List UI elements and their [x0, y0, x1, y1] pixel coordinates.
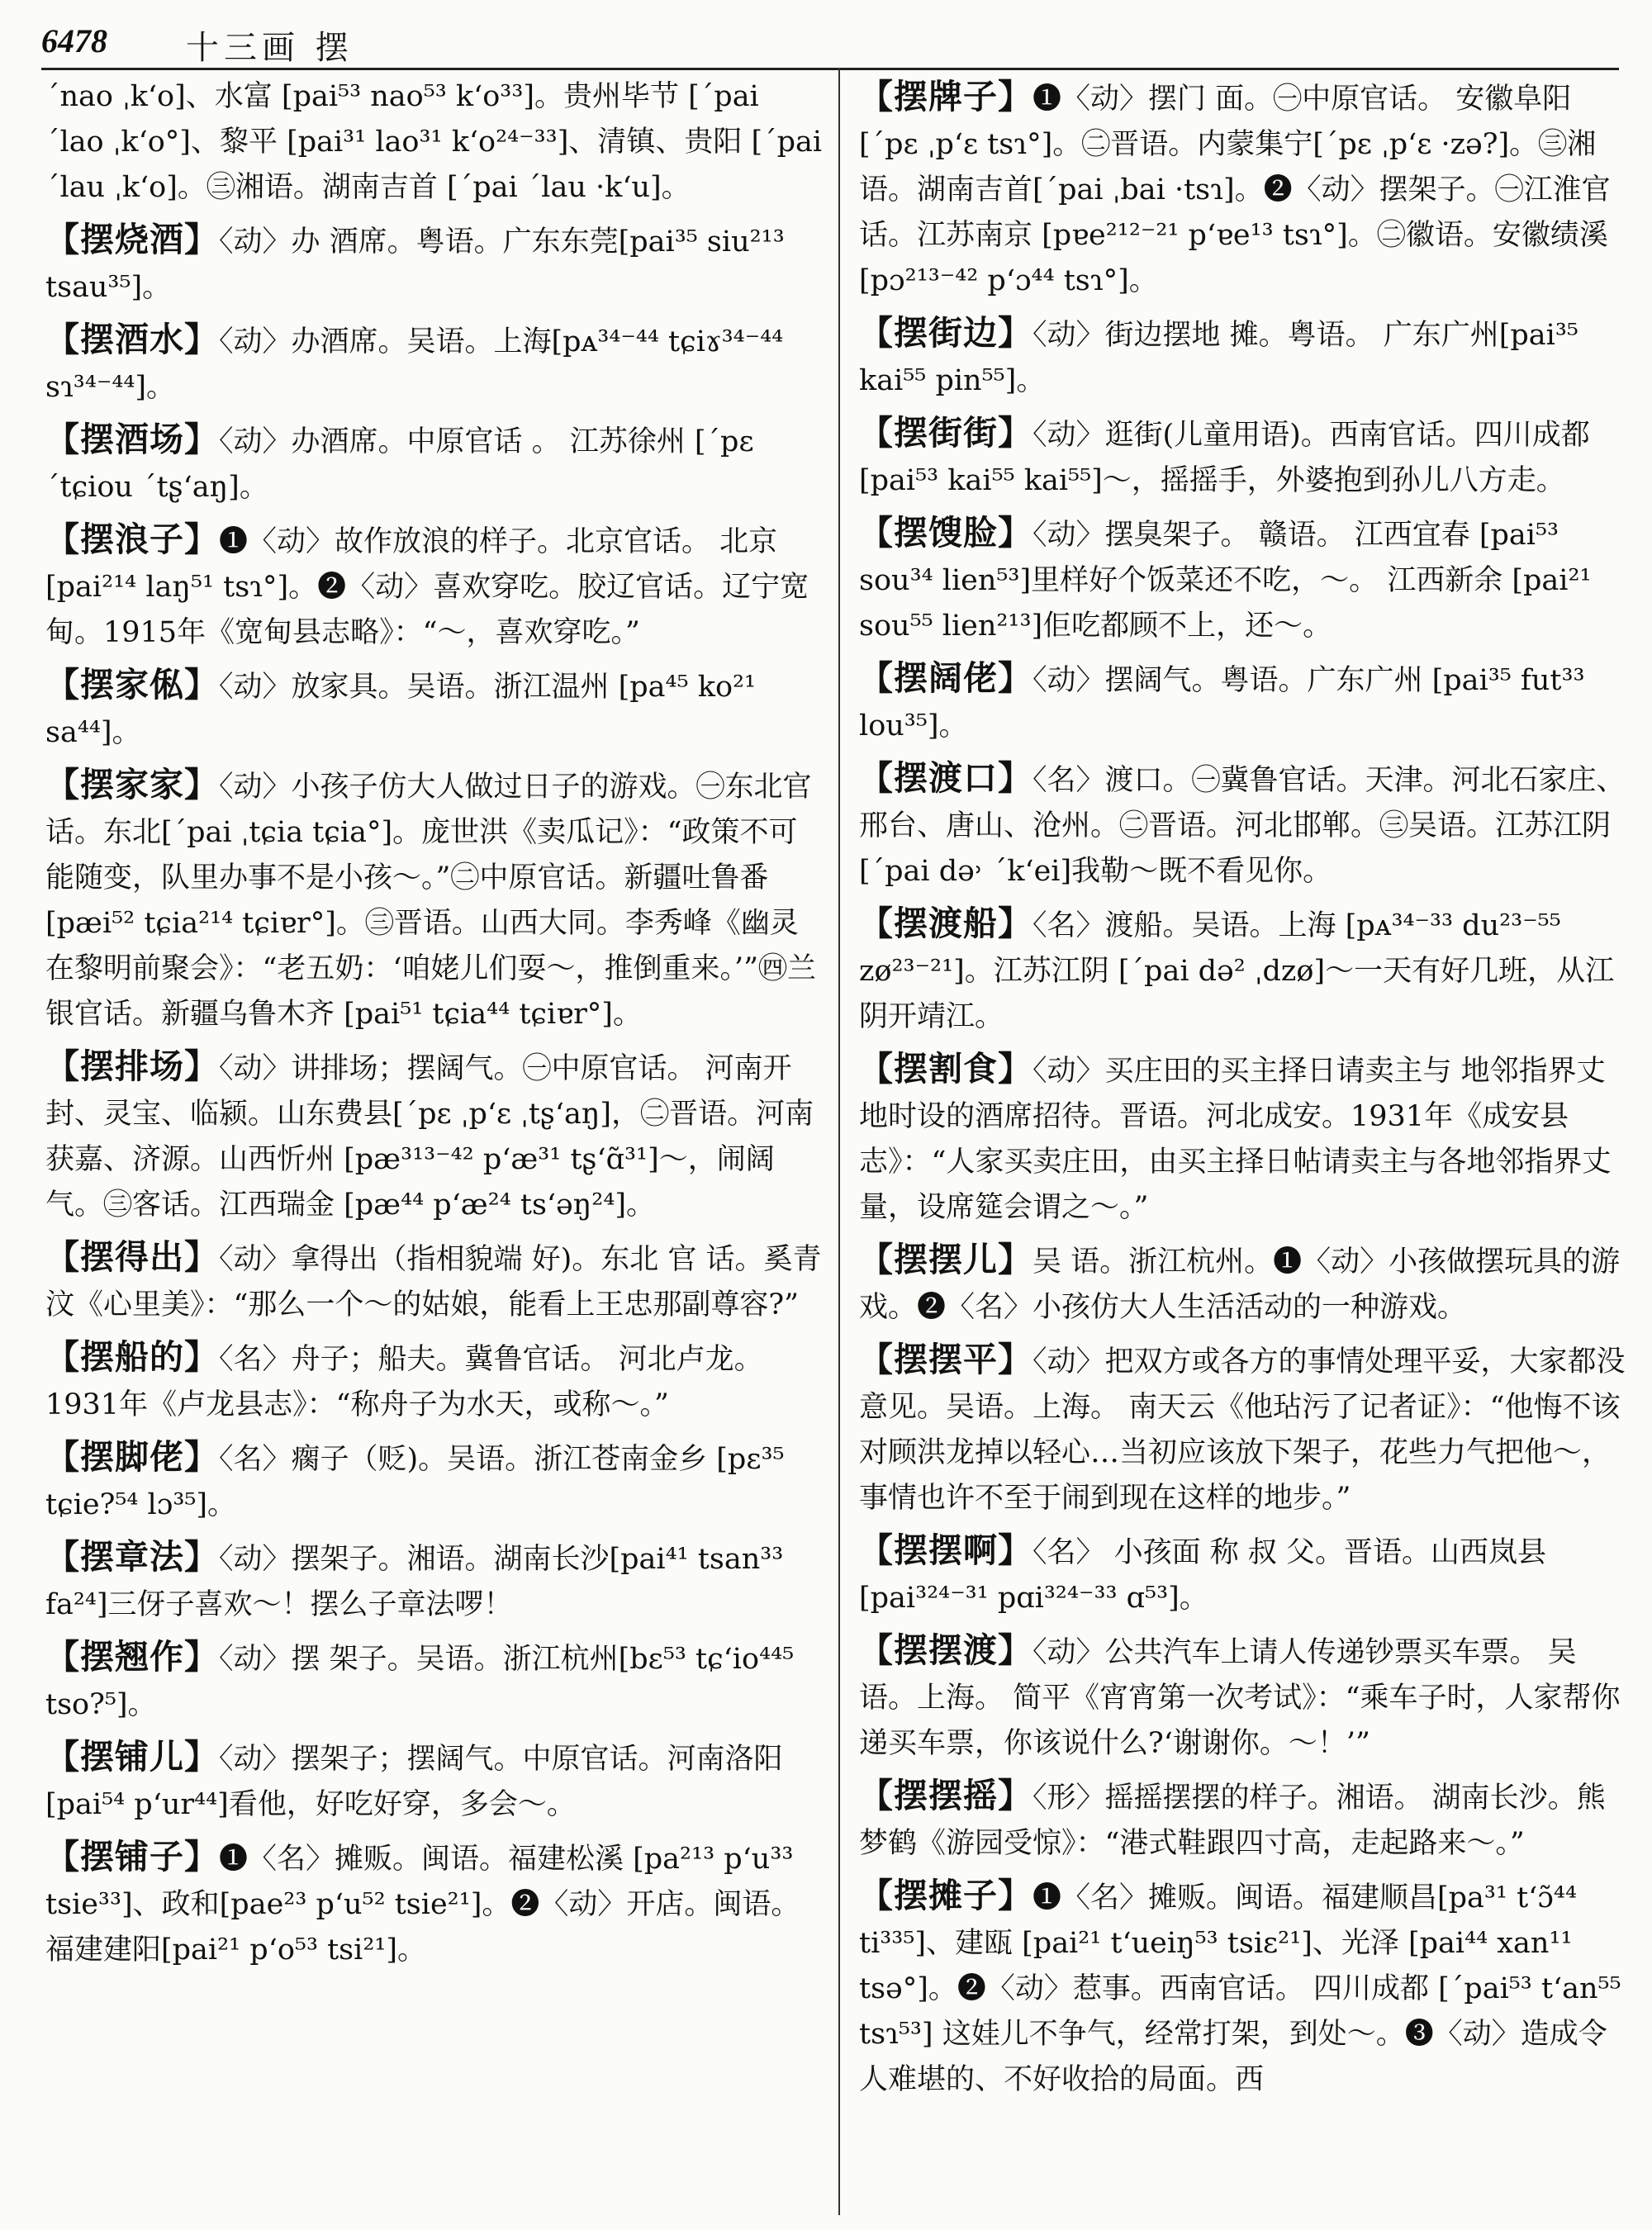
entry-definition: 〈名〉渡船。吴语。上海 [pᴀ³⁴⁻³³ du²³⁻⁵⁵ zø²³⁻²¹]。江苏江阴 [ˊpai də² ˌdzø]～一天有好几班，从江阴开靖江。: [859, 909, 1615, 1033]
entry-headword: 【 摆摆啊 】: [859, 1530, 1032, 1570]
dictionary-entry: [859, 901, 1627, 1040]
entry-headword: 【 摆排场 】: [45, 1046, 219, 1086]
continuation-text: ˊnao ˌk‘o]、水富 [pai⁵³ nao⁵³ k‘o³³]。贵州毕节 [ˊpai ˊlao ˌk‘o°]、黎平 [pai³¹ lao³¹ k‘o²⁴⁻³³]、清镇、贵阳 [ˊpai ˊlau ˌk‘o]。㊂湘语。湖南吉首 [ˊpai ˊlau ·k‘u]。: [45, 80, 823, 204]
entry-headword: 【 摆铺儿 】: [45, 1737, 219, 1777]
dictionary-entry: [859, 1046, 1627, 1231]
right-column: [859, 74, 1627, 2213]
entry-headword: 【 摆烧酒 】: [45, 220, 219, 259]
entry-headword: 【 摆街边 】: [859, 313, 1032, 353]
left-column: [45, 74, 826, 2213]
dictionary-entry: [859, 1337, 1627, 1521]
entry-headword: 【 摆翘作 】: [45, 1637, 219, 1677]
dictionary-entry: [45, 1235, 826, 1328]
entry-definition: 〈名〉渡口。㊀冀鲁官话。天津。河北石家庄、邢台、唐山、沧州。㊁晋语。河北邯郸。㊂吴语。江苏江阴[ˊpai də˒ ˊk‘ei]我勒～既不看见你。: [859, 764, 1626, 888]
entry-headword: 【 摆船的 】: [45, 1337, 219, 1377]
entry-definition: 〈动〉讲排场；摆阔气。㊀中原官话。 河南开封、灵宝、临颍。山东费县[ˊpɛ ˌp‘ɛ ˌtʂ‘aŋ]，㊁晋语。河南获嘉、济源。山西忻州 [pæ³¹³⁻⁴² p‘æ³¹ tʂ‘ɑ̃³¹]～，闹阔气。㊂客话。江西瑞金 [pæ⁴⁴ p‘æ²⁴ ts‘əŋ²⁴]。: [45, 1052, 814, 1222]
entry-headword: 【 摆渡船 】: [859, 904, 1032, 943]
entry-headword: 【 摆家俬 】: [45, 665, 219, 705]
entry-headword: 【 摆脚佬 】: [45, 1437, 219, 1477]
entry-definition: 吴 语。浙江杭州。❶〈动〉小孩做摆玩具的游戏。❷〈名〉小孩仿大人生活活动的一种游戏。: [859, 1245, 1621, 1324]
entry-definition: 〈名〉 小孩面 称 叔 父。晋语。山西岚县 [pai³²⁴⁻³¹ pɑi³²⁴⁻³³ ɑ⁵³]。: [859, 1536, 1547, 1615]
dictionary-entry: [859, 1237, 1627, 1331]
entry-definition: 〈动〉摆 架子。吴语。浙江杭州[bɛ⁵³ tɕ‘io⁴⁴⁵ tso?⁵]。: [45, 1643, 795, 1721]
entry-definition: ❶〈名〉摊贩。闽语。福建顺昌[pa³¹ t‘ɔ̃⁴⁴ ti³³⁵]、建瓯 [pai²¹ t‘ueiŋ⁵³ tsiɛ²¹]、光泽 [pai⁴⁴ xan¹¹ tsə°]。❷〈动〉惹事。西南官话。 四川成都 [ˊpai⁵³ t‘an⁵⁵ tsɿ⁵³] 这娃儿不争气，经常打架，到处～。❸〈动〉造成令人难堪的、不好收拾的局面。西: [859, 1881, 1621, 2096]
entry-definition: 〈动〉摆阔气。粤语。广东广州 [pai³⁵ fut³³ lou³⁵]。: [859, 664, 1585, 743]
dictionary-entry: [45, 1734, 826, 1828]
column-divider: [838, 68, 840, 2215]
page-number: 6478: [41, 22, 107, 59]
entry-definition: ❶〈名〉摊贩。闽语。福建松溪 [pa²¹³ p‘u³³ tsie³³]、政和[pae²³ p‘u⁵² tsie²¹]。❷〈动〉开店。闽语。福建建阳[pai²¹ p‘o⁵³ tsi²¹]。: [45, 1843, 800, 1967]
dictionary-entry: [45, 1535, 826, 1628]
entry-definition: 〈动〉放家具。吴语。浙江温州 [pa⁴⁵ ko²¹ sa⁴⁴]。: [45, 671, 757, 749]
entry-definition: 〈形〉摇摇摆摆的样子。湘语。 湖南长沙。熊梦鹤《游园受惊》：“港式鞋跟四寸高，走起路来～。”: [859, 1782, 1606, 1860]
dictionary-entry: [859, 756, 1627, 894]
entry-definition: 〈动〉逛街(儿童用语)。西南官话。四川成都 [pai⁵³ kai⁵⁵ kai⁵⁵]～，摇摇手，外婆抱到孙儿八方走。: [859, 419, 1590, 497]
entry-definition: ❶〈动〉摆门 面。㊀中原官话。 安徽阜阳 [ˊpɛ ˌp‘ɛ tsɿ°]。㊁晋语。内蒙集宁[ˊpɛ ˌp‘ɛ ·zə?]。㊂湘语。湖南吉首[ˊpai ˌbai ·tsɿ]。❷〈动〉摆架子。㊀江淮官话。江苏南京 [pɐe²¹²⁻²¹ p‘ɐe¹³ tsɿ°]。㊁徽语。安徽绩溪 [pɔ²¹³⁻⁴² p‘ɔ⁴⁴ tsɿ°]。: [859, 83, 1611, 297]
dictionary-entry: [859, 410, 1627, 504]
dictionary-entry: [45, 662, 826, 756]
dictionary-entry: [45, 1635, 826, 1728]
entry-headword: 【 摆渡口 】: [859, 758, 1032, 798]
entry-definition: 〈动〉办酒席。中原官话 。 江苏徐州 [ˊpɛ ˊtɕiou ˊtʂ‘aŋ]。: [45, 425, 754, 504]
entry-headword: 【 摆摆摇 】: [859, 1776, 1032, 1815]
dictionary-entry: [859, 74, 1627, 304]
entry-definition: 〈名〉瘸子（贬)。吴语。浙江苍南金乡 [pɛ³⁵ tɕie?⁵⁴ lɔ³⁵]。: [45, 1443, 785, 1521]
dictionary-entry: [45, 1044, 826, 1228]
dictionary-entry: [859, 1773, 1627, 1867]
entry-headword: 【 摆摆平 】: [859, 1340, 1032, 1379]
dictionary-entry: [45, 217, 826, 311]
entry-definition: 〈动〉小孩子仿大人做过日子的游戏。㊀东北官话。东北[ˊpai ˌtɕia tɕia°]。庞世洪《卖瓜记》：“政策不可能随变，队里办事不是小孩～。”㊁中原官话。新疆吐鲁番 [pæi⁵² tɕia²¹⁴ tɕiɐr°]。㊂晋语。山西大同。李秀峰《幽灵在黎明前聚会》：“老五奶：‘咱姥儿们耍～，推倒重来。’”㊃兰银官话。新疆乌鲁木齐 [pai⁵¹ tɕia⁴⁴ tɕiɐr°]。: [45, 771, 817, 1031]
entry-headword: 【 摆铺子 】: [45, 1837, 219, 1877]
dictionary-entry: [45, 762, 826, 1037]
entry-definition: 〈动〉摆架子。湘语。湖南长沙[pai⁴¹ tsan³³ fa²⁴]三伢子喜欢～！摆么子章法啰！: [45, 1543, 784, 1621]
entry-headword: 【 摆酒场 】: [45, 420, 219, 459]
entry-headword: 【 摆摆儿 】: [859, 1240, 1032, 1279]
entry-headword: 【 摆得出 】: [45, 1237, 219, 1277]
entry-headword: 【 摆摊子 】: [859, 1876, 1032, 1915]
entry-headword: 【 摆街街 】: [859, 413, 1032, 453]
dictionary-entry: [859, 1873, 1627, 2103]
section-heading: 十三画 摆: [186, 29, 354, 67]
entry-headword: 【 摆章法 】: [45, 1537, 219, 1577]
entry-definition: 〈动〉拿得出（指相貌端 好)。东北 官 话。奚青汶《心里美》：“那么一个～的姑娘，能看上王忠那副尊容?”: [45, 1243, 822, 1321]
entry-headword: 【 摆阔佬 】: [859, 658, 1032, 698]
dictionary-entry: [45, 1335, 826, 1428]
entry-definition: ❶〈动〉故作放浪的样子。北京官话。 北京 [pai²¹⁴ laŋ⁵¹ tsɿ°]。❷〈动〉喜欢穿吃。胶辽官话。辽宁宽甸。1915年《宽甸县志略》：“～，喜欢穿吃。”: [45, 525, 809, 649]
entry-definition: 〈动〉公共汽车上请人传递钞票买车票。 吴语。上海。 简平《宵宵第一次考试》：“乘车子时，人家帮你递买车票，你该说什么?‘谢谢你。～！’”: [859, 1636, 1621, 1760]
page-header: [41, 18, 1619, 70]
dictionary-entry: [45, 1834, 826, 1973]
entry-headword: 【 摆馊脸 】: [859, 513, 1032, 553]
entry-definition: 〈动〉摆臭架子。 赣语。 江西宜春 [pai⁵³ sou³⁴ lien⁵³]里样好个饭菜还不吃，～。 江西新余 [pai²¹ sou⁵⁵ lien²¹³]佢吃都顾不上，还～。: [859, 519, 1592, 643]
dictionary-entry: [859, 1528, 1627, 1621]
entry-definition: 〈动〉把双方或各方的事情处理平妥，大家都没意见。吴语。上海。 南天云《他玷污了记者证》：“他悔不该对顾洪龙掉以轻心…当初应该放下架子，花些力气把他～，事情也许不至于闹到现在这样的地步。”: [859, 1345, 1626, 1515]
dictionary-entry: [45, 317, 826, 410]
dictionary-entry: [45, 417, 826, 510]
entry-headword: 【 摆酒水 】: [45, 320, 219, 359]
dictionary-entry: [45, 517, 826, 656]
entry-definition: 〈动〉办 酒席。粤语。广东东莞[pai³⁵ siu²¹³ tsau³⁵]。: [45, 225, 785, 304]
entry-headword: 【 摆浪子 】: [45, 520, 219, 559]
entry-definition: 〈动〉办酒席。吴语。上海[pᴀ³⁴⁻⁴⁴ tɕiɤ³⁴⁻⁴⁴ sɿ³⁴⁻⁴⁴]。: [45, 325, 784, 404]
dictionary-entry: [859, 510, 1627, 649]
entry-headword: 【 摆牌子 】: [859, 77, 1032, 116]
dictionary-entry: [859, 1628, 1627, 1767]
dictionary-entry: [859, 311, 1627, 404]
dictionary-entry: [859, 656, 1627, 749]
entry-definition: 〈名〉舟子；船夫。冀鲁官话。 河北卢龙。1931年《卢龙县志》：“称舟子为水天，或称～。”: [45, 1343, 763, 1421]
entry-headword: 【 摆摆渡 】: [859, 1630, 1032, 1670]
entry-headword: 【 摆家家 】: [45, 765, 219, 804]
dictionary-entry: [45, 1435, 826, 1528]
entry-definition: 〈动〉街边摆地 摊。粤语。 广东广州[pai³⁵ kai⁵⁵ pin⁵⁵]。: [859, 319, 1578, 397]
entry-definition: 〈动〉买庄田的买主择日请卖主与 地邻指界丈地时设的酒席招待。晋语。河北成安。1931年《成安县志》：“人家买卖庄田，由买主择日帖请卖主与各地邻指界丈量，设席筵会谓之～。”: [859, 1055, 1612, 1224]
entry-definition: 〈动〉摆架子；摆阔气。中原官话。河南洛阳 [pai⁵⁴ p‘ur⁴⁴]看他，好吃好穿，多会～。: [45, 1743, 783, 1821]
entry-headword: 【 摆割食 】: [859, 1049, 1032, 1089]
